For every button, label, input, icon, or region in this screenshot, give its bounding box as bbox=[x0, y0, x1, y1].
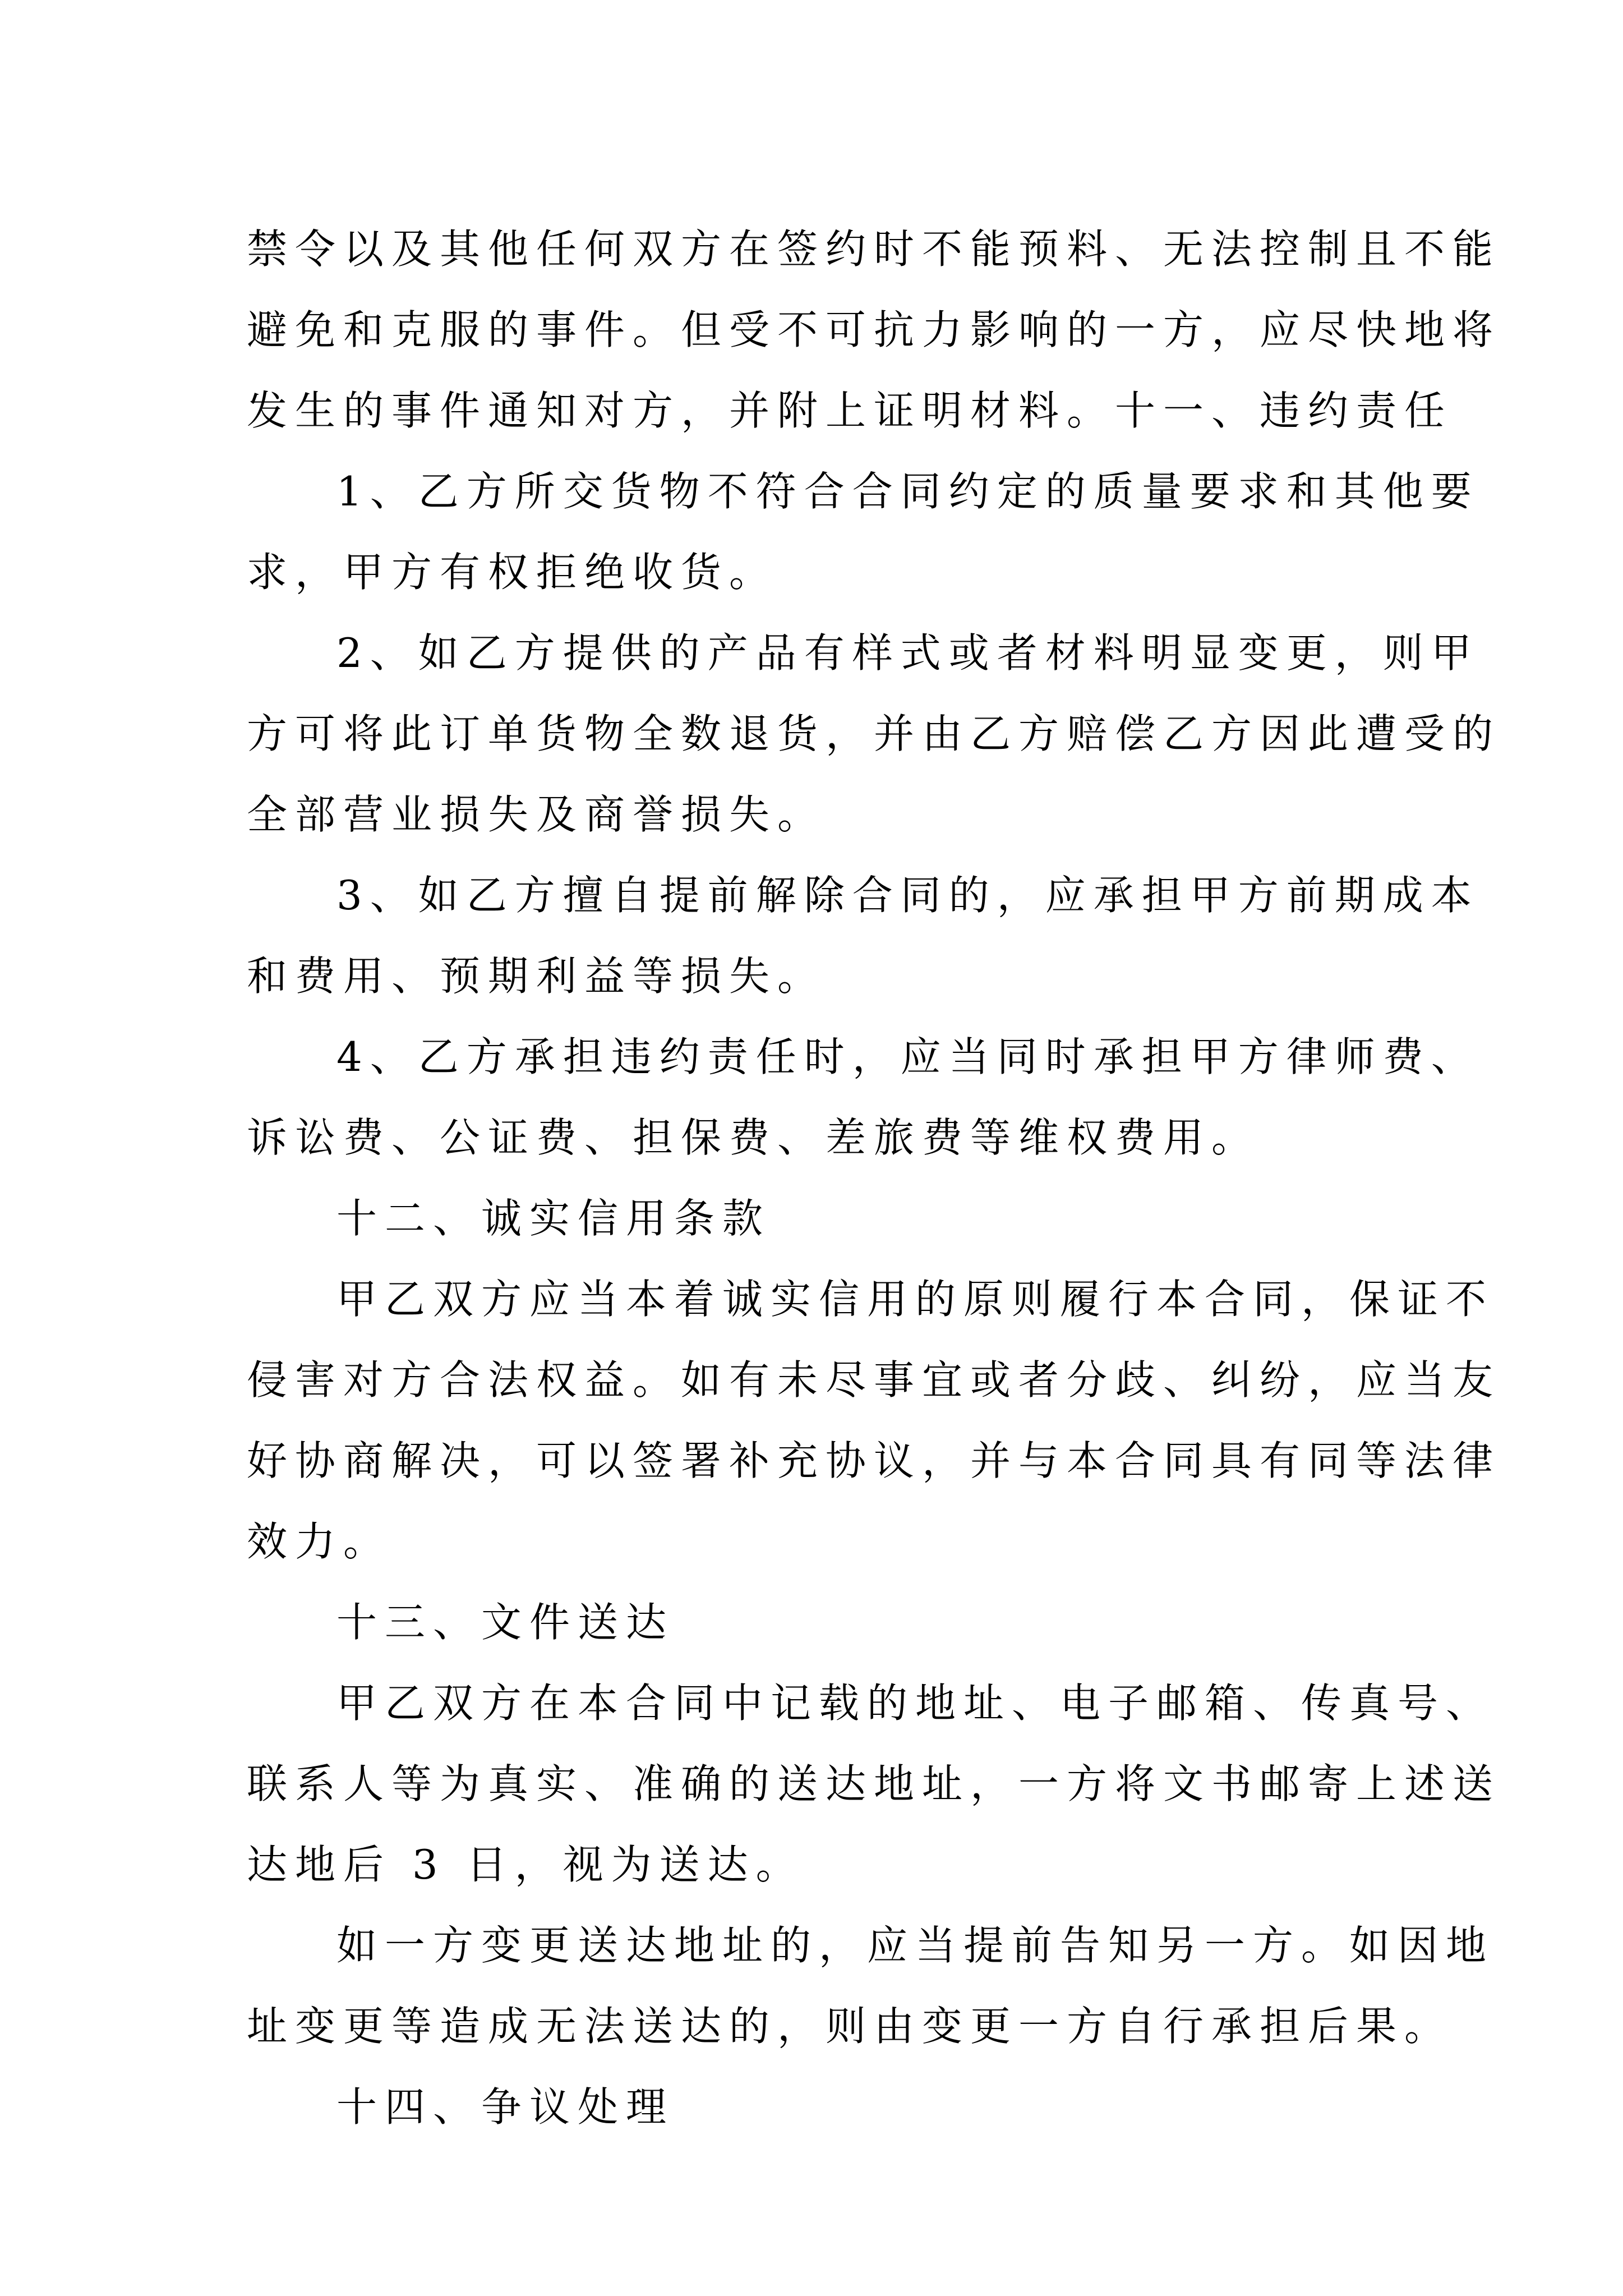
text-line: 求，甲方有权拒绝收货。 bbox=[247, 549, 778, 596]
clause-2-line: 2、如乙方提供的产品有样式或者材料明显变更，则甲 bbox=[336, 629, 1479, 677]
text-line: 达地后 3 日，视为送达。 bbox=[247, 1841, 804, 1888]
text-line: 避免和克服的事件。但受不可抗力影响的一方，应尽快地将 bbox=[247, 306, 1501, 353]
text-line: 方可将此订单货物全数退货，并由乙方赔偿乙方因此遭受的 bbox=[247, 710, 1501, 757]
text-line: 联系人等为真实、准确的送达地址，一方将文书邮寄上述送 bbox=[247, 1760, 1501, 1807]
clause-3-line: 3、如乙方擅自提前解除合同的，应承担甲方前期成本 bbox=[336, 872, 1479, 919]
text-line: 址变更等造成无法送达的，则由变更一方自行承担后果。 bbox=[247, 2003, 1453, 2050]
paragraph-line: 如一方变更送达地址的，应当提前告知另一方。如因地 bbox=[336, 1922, 1495, 1969]
section-heading-14: 十四、争议处理 bbox=[336, 2083, 675, 2131]
clause-4-line: 4、乙方承担违约责任时，应当同时承担甲方律师费、 bbox=[336, 1033, 1479, 1080]
text-line: 好协商解决，可以签署补充协议，并与本合同具有同等法律 bbox=[247, 1437, 1501, 1484]
section-heading-12: 十二、诚实信用条款 bbox=[336, 1195, 771, 1242]
contract-body-text bbox=[247, 209, 1501, 2147]
paragraph-line: 甲乙双方在本合同中记载的地址、电子邮箱、传真号、 bbox=[336, 1680, 1495, 1727]
clause-1-line: 1、乙方所交货物不符合合同约定的质量要求和其他要 bbox=[336, 468, 1479, 515]
text-line: 发生的事件通知对方，并附上证明材料。十一、违约责任 bbox=[247, 387, 1453, 434]
text-line: 效力。 bbox=[247, 1518, 392, 1565]
text-line: 禁令以及其他任何双方在签约时不能预料、无法控制且不能 bbox=[247, 226, 1501, 273]
text-line: 侵害对方合法权益。如有未尽事宜或者分歧、纠纷，应当友 bbox=[247, 1356, 1501, 1404]
text-line: 诉讼费、公证费、担保费、差旅费等维权费用。 bbox=[247, 1114, 1260, 1161]
section-heading-13: 十三、文件送达 bbox=[336, 1599, 675, 1646]
paragraph-line: 甲乙双方应当本着诚实信用的原则履行本合同，保证不 bbox=[336, 1276, 1495, 1323]
text-line: 和费用、预期利益等损失。 bbox=[247, 953, 826, 1000]
text-line: 全部营业损失及商誉损失。 bbox=[247, 791, 826, 838]
